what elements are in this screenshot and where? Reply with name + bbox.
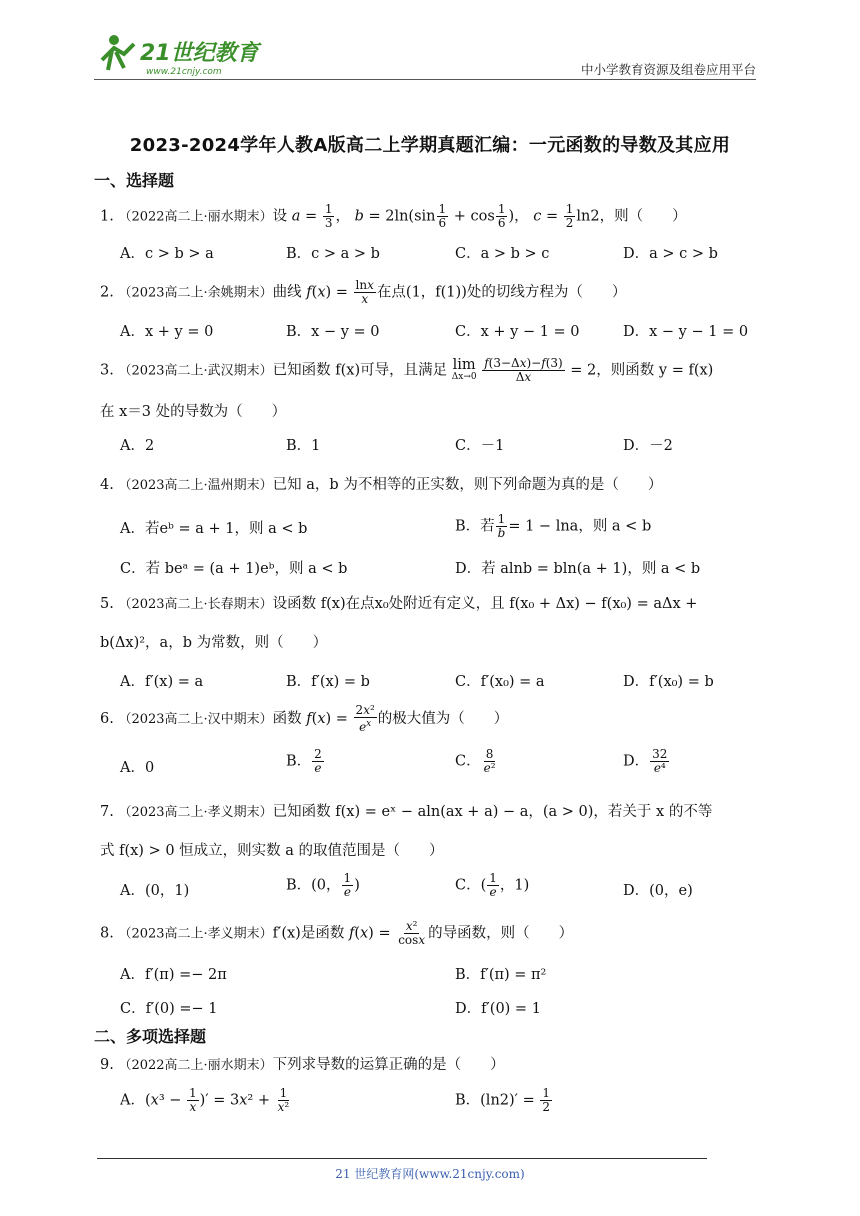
q5-option-b[interactable]: B．f′(x) = b: [286, 674, 370, 690]
question-5: 5. （2023高二上·长春期末）设函数 f(x)在点x₀处附近有定义，且 f(x₀ + Δx) − f(x₀) = aΔx +: [100, 596, 698, 612]
footer-divider: [97, 1158, 707, 1159]
q4-option-b[interactable]: B．若 $\frac{1}{b}$ = 1 − lna，则 a < b: [455, 512, 652, 540]
header-platform-text: 中小学教育资源及组卷应用平台: [580, 62, 756, 77]
q6-option-c[interactable]: C． $\frac{8}{\text{e²}}$: [455, 747, 496, 775]
q3-option-b[interactable]: B．1: [286, 438, 321, 454]
question-6: 6. （2023高二上·汉中期末）函数 f(x) = $\frac{\text{2x²}}{e^x}$ 的极大值为（ ）: [100, 703, 509, 734]
svg-text:21世纪教育: 21世纪教育: [140, 41, 259, 66]
q1-option-c[interactable]: C．a > b > c: [455, 246, 550, 262]
question-9: 9. （2022高二上·丽水期末）下列求导数的运算正确的是（ ）: [100, 1057, 505, 1073]
q9-option-a[interactable]: A．(x³ − $\frac{1}{x}$ )′ = 3x² + $\frac{1}{\text{x²}}$: [120, 1086, 290, 1114]
question-4: 4. （2023高二上·温州期末）已知 a，b 为不相等的正实数，则下列命题为真的是（ ）: [100, 477, 663, 493]
q6-option-a[interactable]: A．0: [120, 760, 155, 776]
q2-option-d[interactable]: D．x − y − 1 = 0: [623, 324, 749, 340]
q3-option-c[interactable]: C．－1: [455, 438, 505, 454]
q4-option-d[interactable]: D．若 alnb = bln(a + 1)，则 a < b: [455, 561, 701, 577]
q1-option-d[interactable]: D．a > c > b: [623, 246, 718, 262]
question-2: 2. （2023高二上·余姚期末）曲线 f(x) = $\frac{\ln x}{x}$ 在点(1，f(1))处的切线方程为（ ）: [100, 278, 627, 306]
q1-option-b[interactable]: B．c > a > b: [286, 246, 380, 262]
q8-option-a[interactable]: A．f′(π) =− 2π: [120, 967, 227, 983]
question-1: 1. （2022高二上·丽水期末）设 a = $\frac{1}{3}$ ， b = 2ln(sin $\frac{1}{6}$ + cos $\frac{1}{6}$ )， c = $\frac{1}{2}$ ln2，则（ ）: [100, 202, 687, 230]
svg-text:www.21cnjy.com: www.21cnjy.com: [146, 67, 222, 77]
q2-option-c[interactable]: C．x + y − 1 = 0: [455, 324, 580, 340]
site-logo: [94, 30, 264, 78]
q7-option-a[interactable]: A．(0，1): [120, 883, 190, 899]
q5-option-a[interactable]: A．f′(x) = a: [120, 674, 204, 690]
question-3: 3. （2023高二上·武汉期末）已知函数 f(x)可导，且满足 lim Δx→0 $\frac{f(3-\Delta x)-f(3)}{\Delta x}$ = 2，则函数 y = f(x): [100, 356, 714, 384]
q7-option-c[interactable]: C．( $\frac{1}{e}$ ，1): [455, 871, 530, 899]
header-divider: [94, 79, 756, 80]
q4-option-a[interactable]: A．若eᵇ = a + 1，则 a < b: [120, 521, 308, 537]
q7-option-d[interactable]: D．(0，e): [623, 883, 693, 899]
question-5-line2: b(Δx)²，a，b 为常数，则（ ）: [100, 635, 328, 651]
q5-option-d[interactable]: D．f′(x₀) = b: [623, 674, 714, 690]
q3-option-a[interactable]: A．2: [120, 438, 155, 454]
question-7: 7. （2023高二上·孝义期末）已知函数 f(x) = eˣ − aln(ax + a) − a，(a > 0)，若关于 x 的不等: [100, 804, 713, 820]
q8-option-b[interactable]: B．f′(π) = π²: [455, 967, 547, 983]
question-3-line2: 在 x＝3 处的导数为（ ）: [100, 404, 287, 420]
q8-option-d[interactable]: D．f′(0) = 1: [455, 1001, 541, 1017]
q3-option-d[interactable]: D．－2: [623, 438, 673, 454]
q4-option-c[interactable]: C．若 beᵃ = (a + 1)eᵇ，则 a < b: [120, 561, 348, 577]
q1-option-a[interactable]: A．c > b > a: [120, 246, 214, 262]
q2-option-b[interactable]: B．x − y = 0: [286, 324, 380, 340]
section-heading-1: 一、选择题: [94, 171, 175, 190]
q6-option-d[interactable]: D． $\frac{32}{\text{e⁴}}$: [623, 747, 668, 775]
q2-option-a[interactable]: A．x + y = 0: [120, 324, 214, 340]
q6-option-b[interactable]: B． $\frac{2}{e}$: [286, 747, 322, 775]
question-8: 8. （2023高二上·孝义期末）f′(x)是函数 f(x) = $\frac{\text{x²}}{\cos x}$ 的导函数，则（ ）: [100, 919, 574, 947]
q9-option-b[interactable]: B．(ln2)′ = $\frac{1}{2}$: [455, 1086, 550, 1114]
section-heading-2: 二、多项选择题: [94, 1027, 207, 1046]
footer-link[interactable]: 21 世纪教育网(www.21cnjy.com): [335, 1167, 525, 1181]
q5-option-c[interactable]: C．f′(x₀) = a: [455, 674, 545, 690]
page-title: 2023-2024学年人教A版高二上学期真题汇编：一元函数的导数及其应用: [129, 135, 731, 156]
q8-option-c[interactable]: C．f′(0) =− 1: [120, 1001, 218, 1017]
question-7-line2: 式 f(x) > 0 恒成立，则实数 a 的取值范围是（ ）: [100, 843, 444, 859]
q7-option-b[interactable]: B．(0， $\frac{1}{e}$ ): [286, 871, 360, 899]
